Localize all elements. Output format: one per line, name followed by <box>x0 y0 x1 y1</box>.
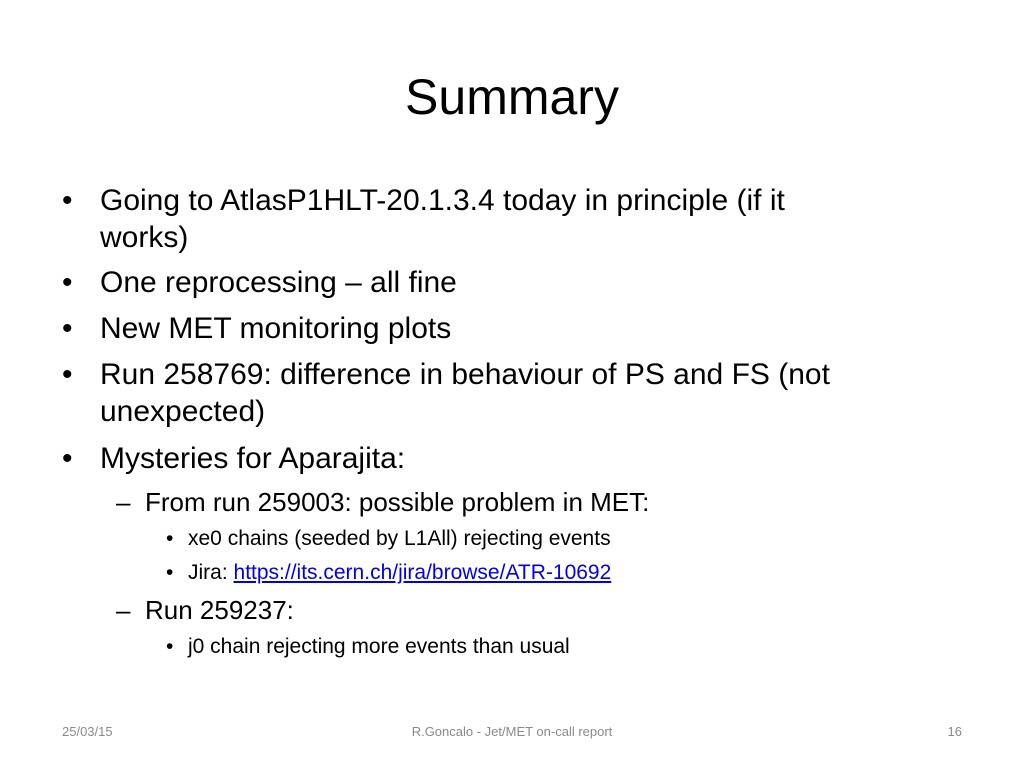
bullet-text: Going to AtlasP1HLT-20.1.3.4 today in principle (if it <box>100 184 785 217</box>
bullet-icon: • <box>62 184 73 217</box>
footer-author: R.Goncalo - Jet/MET on-call report <box>411 724 613 739</box>
dash-icon: – <box>116 595 131 625</box>
bullet-text: Mysteries for Aparajita: <box>100 442 406 475</box>
bullet-text: works) <box>100 221 189 254</box>
sub-sub-item-text: xe0 chains (seeded by L1All) rejecting events <box>188 527 611 550</box>
footer-date: 25/03/15 <box>62 724 113 739</box>
bullet-icon: • <box>166 527 174 550</box>
bullet-icon: • <box>166 561 174 584</box>
bullet-icon: • <box>166 635 174 658</box>
bullet-icon: • <box>62 442 73 475</box>
sub-sub-item-text: j0 chain rejecting more events than usual <box>188 635 570 658</box>
bullet-icon: • <box>62 312 73 345</box>
jira-link[interactable]: https://its.cern.ch/jira/browse/ATR-10692 <box>233 561 612 584</box>
sub-item-text: Run 259237: <box>145 595 294 625</box>
bullet-text: unexpected) <box>100 395 266 428</box>
bullet-icon: • <box>62 358 73 391</box>
footer-page-number: 16 <box>947 724 962 739</box>
sub-item-text: From run 259003: possible problem in MET: <box>145 487 650 517</box>
dash-icon: – <box>116 487 131 517</box>
slide-title: Summary <box>405 69 619 125</box>
bullet-text: New MET monitoring plots <box>100 312 452 345</box>
bullet-text: Run 258769: difference in behaviour of PS and FS (not <box>100 358 830 391</box>
bullet-icon: • <box>62 266 73 299</box>
jira-label: Jira: <box>188 561 234 584</box>
bullet-text: One reprocessing – all fine <box>100 266 457 299</box>
sub-sub-item-text <box>188 560 611 586</box>
